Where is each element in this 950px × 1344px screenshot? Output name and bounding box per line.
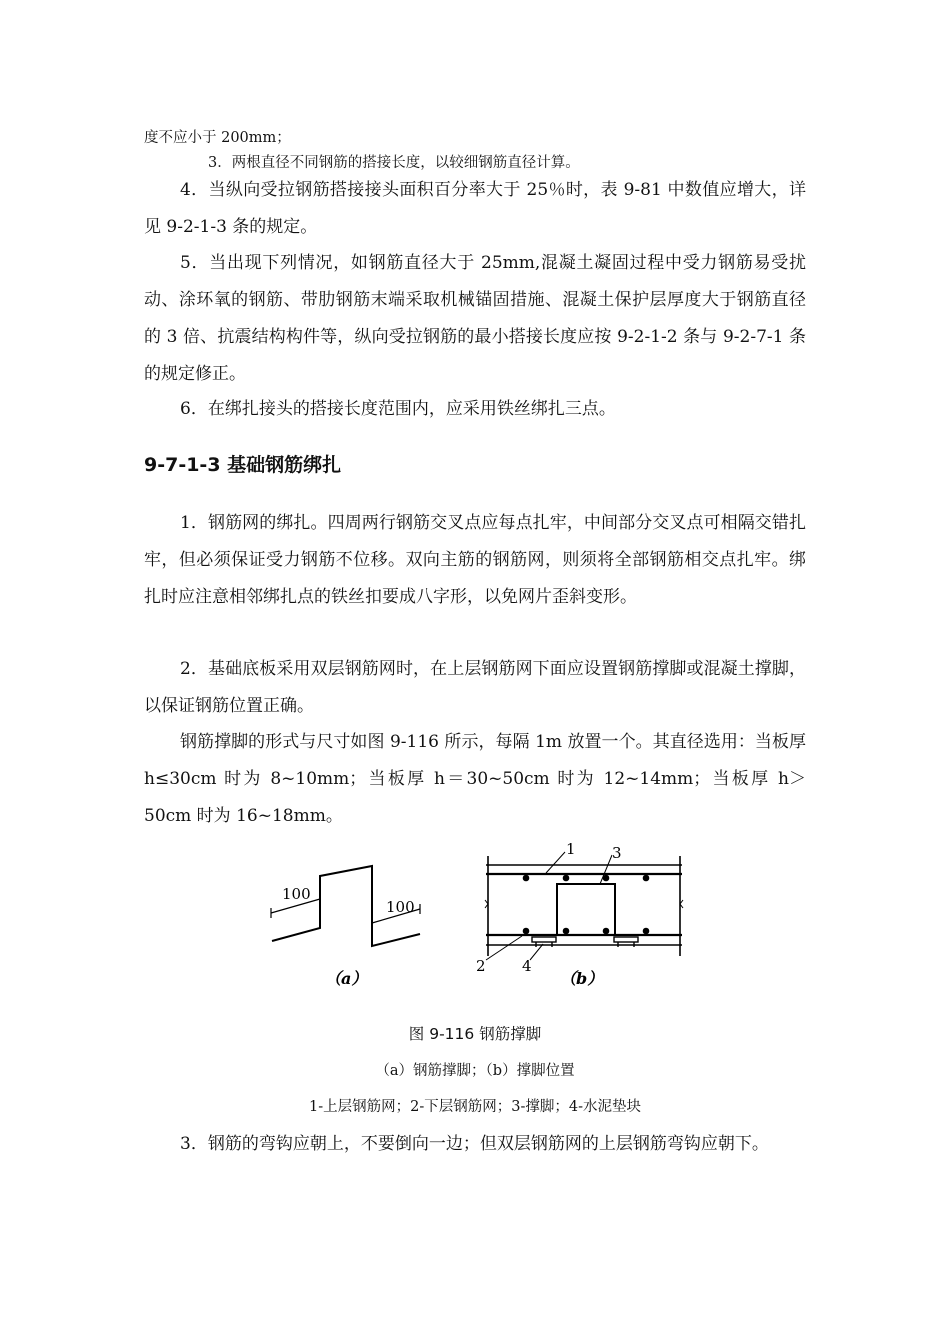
label-a: （a） <box>325 969 368 988</box>
paragraph-hook-direction: 3．钢筋的弯钩应朝上，不要倒向一边；但双层钢筋网的上层钢筋弯钩应朝下。 <box>180 1134 769 1154</box>
paragraph-rebar-mesh: 1．钢筋网的绑扎。四周两行钢筋交叉点应每点扎牢，中间部分交叉点可相隔交错扎牢，但必须保证受力钢筋不位移。双向主筋的钢筋网，则须将全部钢筋相交点扎牢。绑扎时应注意相邻绑扎点的铁丝扣要成八字形，以免网片歪斜变形。 <box>144 513 806 607</box>
callout-3: 3 <box>612 844 622 862</box>
figure-caption-subtitle: （a）钢筋撑脚；（b）撑脚位置 <box>375 1063 575 1079</box>
figure-caption-title: 图 9-116 钢筋撑脚 <box>408 1025 542 1043</box>
figure-drawing <box>260 838 700 998</box>
callout-1: 1 <box>566 840 576 858</box>
continued-line: 度不应小于 200mm； <box>144 130 291 146</box>
paragraph-item-5: 5．当出现下列情况，如钢筋直径大于 25mm,混凝土凝固过程中受力钢筋易受扰动、涂环氧的钢筋、带肋钢筋末端采取机械锚固措施、混凝土保护层厚度大于钢筋直径的 3 倍、抗震结构构件等，纵向受拉钢筋的最小搭接长度应按 9-2-1-2 条与 9-2-7-1 条的规定修正。 <box>144 253 806 384</box>
figure-caption-legend: 1-上层钢筋网；2-下层钢筋网；3-撑脚；4-水泥垫块 <box>309 1099 641 1115</box>
figure-rebar-support <box>260 838 700 998</box>
paragraph-support-size: 钢筋撑脚的形式与尺寸如图 9-116 所示，每隔 1m 放置一个。其直径选用：当板厚 h≤30cm 时为 8~10mm；当板厚 h＝30~50cm 时为 12~14mm；当板厚 h＞50cm 时为 16~18mm。 <box>144 732 806 826</box>
paragraph-item-6: 6．在绑扎接头的搭接长度范围内，应采用铁丝绑扎三点。 <box>180 399 616 419</box>
callout-2: 2 <box>476 957 486 975</box>
section-heading: 9-7-1-3 基础钢筋绑扎 <box>144 454 342 476</box>
paragraph-item-4: 4．当纵向受拉钢筋搭接接头面积百分率大于 25％时，表 9-81 中数值应增大，详见 9-2-1-3 条的规定。 <box>144 180 806 237</box>
paragraph-double-layer: 2．基础底板采用双层钢筋网时，在上层钢筋网下面应设置钢筋撑脚或混凝土撑脚，以保证钢筋位置正确。 <box>144 659 806 716</box>
label-b: （b） <box>560 969 604 988</box>
leader-lines <box>486 852 612 960</box>
dimension-label-a1: 100 <box>282 885 311 903</box>
callout-4: 4 <box>522 957 532 975</box>
dimension-label-a2: 100 <box>386 898 415 916</box>
note-item-3: 3．两根直径不同钢筋的搭接长度，以较细钢筋直径计算。 <box>208 155 580 171</box>
